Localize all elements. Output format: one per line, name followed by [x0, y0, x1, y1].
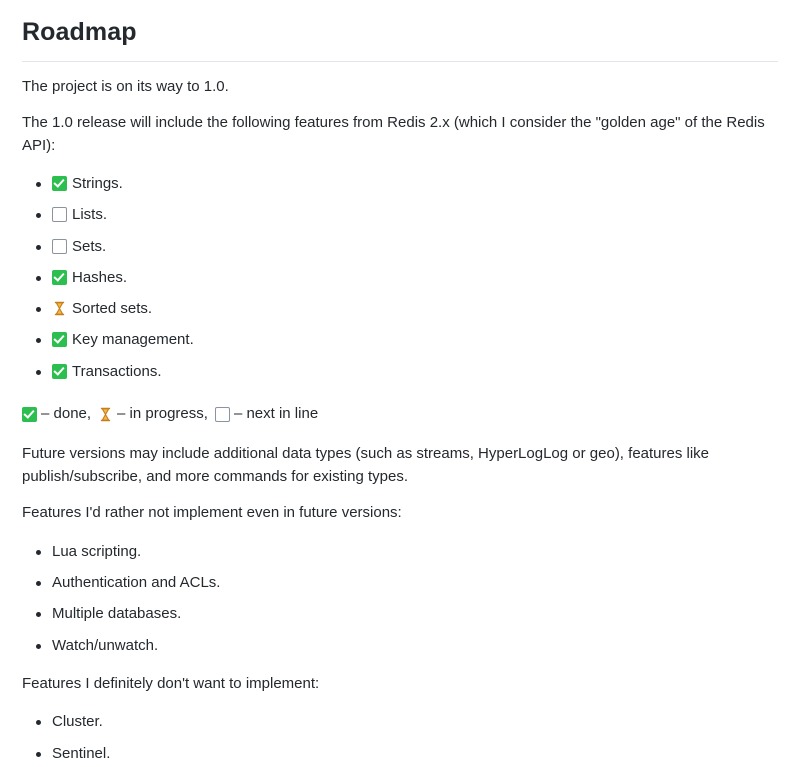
- list-item: [52, 601, 778, 627]
- list-item: [52, 633, 778, 659]
- definitely-not-list: [22, 709, 778, 767]
- rather-not-list: [22, 539, 778, 659]
- legend-in-progress: [98, 403, 210, 426]
- list-item: [52, 296, 778, 322]
- list-item-label: Multiple databases.: [52, 605, 182, 623]
- check-done-icon: [22, 407, 37, 422]
- legend-next-label: – next in line: [233, 404, 319, 422]
- legend-in-progress-label: – in progress,: [117, 404, 208, 422]
- feature-label: Sorted sets.: [72, 300, 153, 317]
- feature-label: Lists.: [72, 206, 108, 224]
- feature-list: [22, 171, 778, 385]
- hourglass-icon: [98, 407, 113, 422]
- hourglass-icon: [52, 301, 67, 316]
- list-item: [52, 171, 778, 197]
- empty-checkbox-icon: [215, 407, 230, 422]
- empty-checkbox-icon: [52, 239, 67, 254]
- feature-label: Key management.: [72, 331, 194, 349]
- rather-not-heading: Features I'd rather not implement even in future versions:: [22, 504, 402, 522]
- list-item: [52, 327, 778, 353]
- list-item-label: Lua scripting.: [52, 542, 142, 560]
- list-item: [52, 539, 778, 565]
- check-done-icon: [52, 176, 67, 191]
- list-item: [52, 570, 778, 596]
- feature-label: Strings.: [72, 175, 123, 192]
- list-item: [52, 265, 778, 291]
- check-done-icon: [52, 270, 67, 285]
- page-title: Roadmap: [22, 14, 778, 62]
- future-versions-paragraph: Future versions may include additional data types (such as streams, HyperLogLog or geo), features like publish/subscribe, and more commands for existing types.: [22, 445, 710, 485]
- list-item-label: Authentication and ACLs.: [52, 574, 221, 591]
- feature-label: Sets.: [72, 237, 107, 255]
- legend-done-label: – done,: [41, 404, 92, 422]
- feature-label: Hashes.: [72, 268, 128, 286]
- release-paragraph: The 1.0 release will include the following features from Redis 2.x (which I consider the "golden age" of the Redis API):: [22, 114, 765, 154]
- list-item: [52, 359, 778, 385]
- legend: [22, 403, 778, 426]
- feature-label: Transactions.: [72, 362, 162, 380]
- list-item: [52, 741, 778, 767]
- check-done-icon: [52, 364, 67, 379]
- list-item: [52, 234, 778, 260]
- legend-next: [215, 403, 320, 426]
- legend-done: [22, 403, 93, 426]
- check-done-icon: [52, 332, 67, 347]
- intro-paragraph: The project is on its way to 1.0.: [22, 77, 229, 95]
- list-item: [52, 709, 778, 735]
- definitely-not-heading: Features I definitely don't want to implement:: [22, 674, 320, 692]
- list-item-label: Cluster.: [52, 713, 103, 731]
- list-item-label: Sentinel.: [52, 744, 111, 762]
- empty-checkbox-icon: [52, 207, 67, 222]
- list-item: [52, 202, 778, 228]
- list-item-label: Watch/unwatch.: [52, 636, 159, 654]
